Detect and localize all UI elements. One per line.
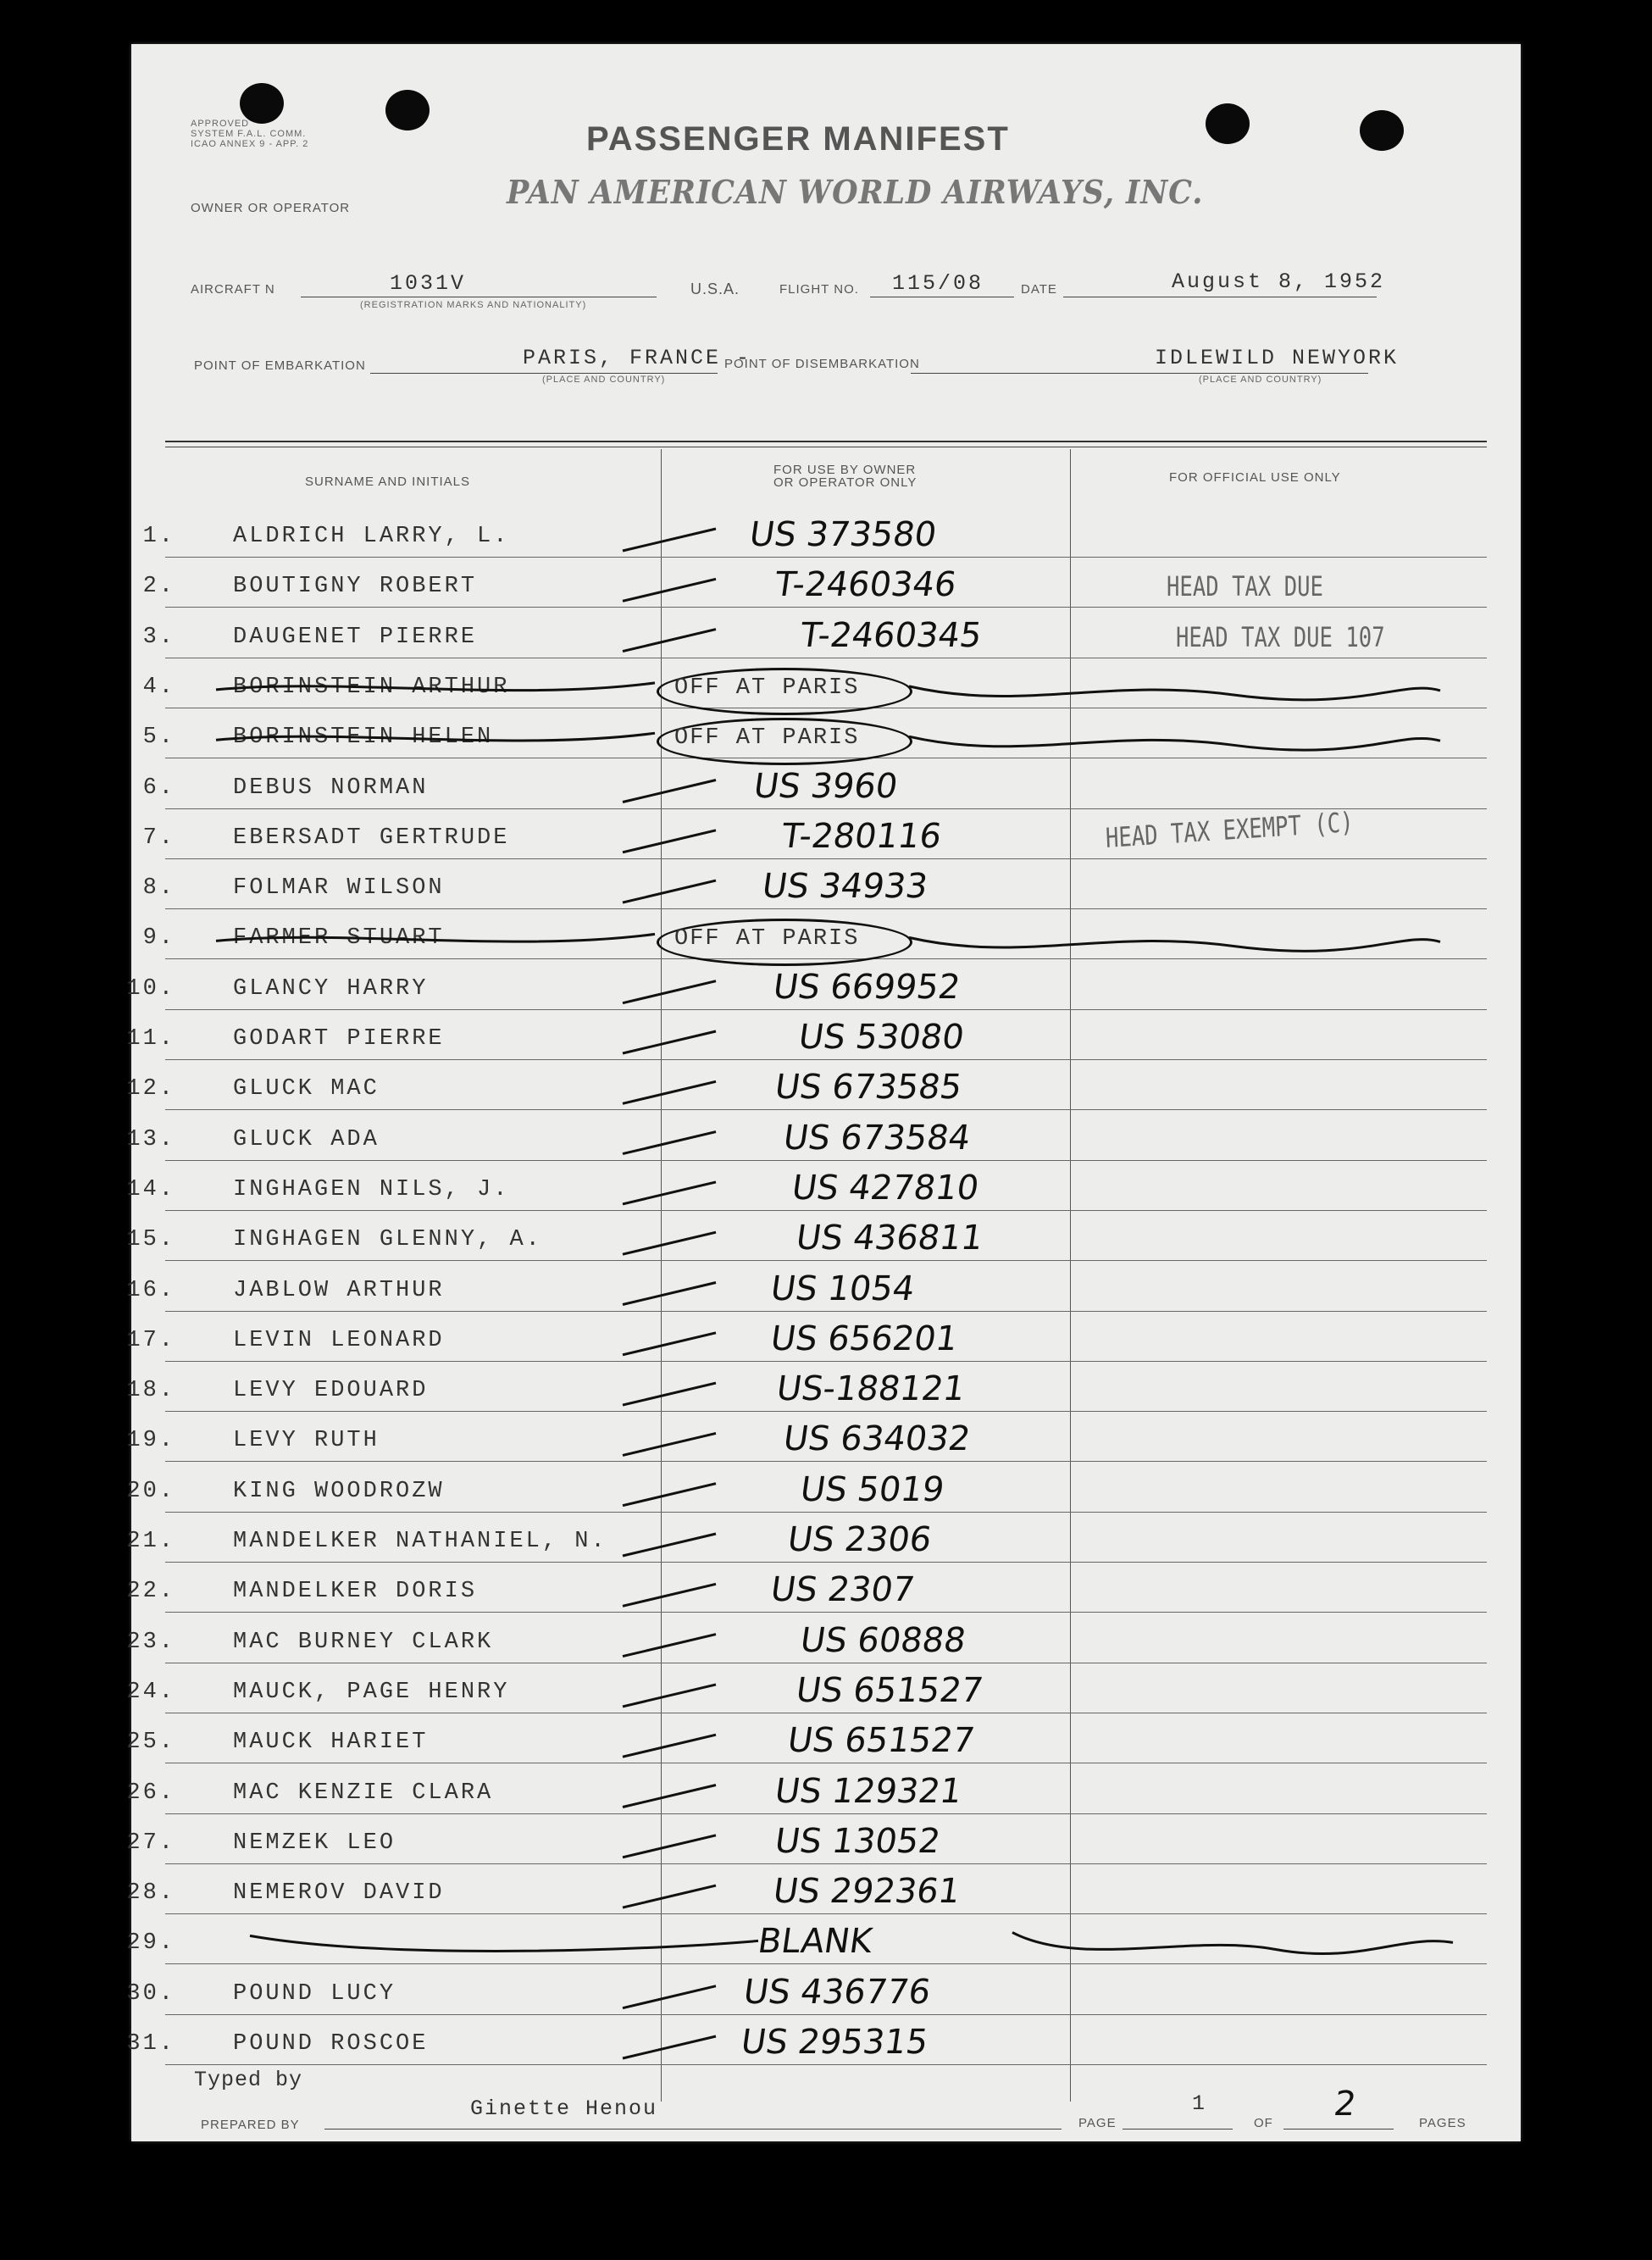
- prepared-by-value: Ginette Henou: [470, 2096, 658, 2121]
- row-number: 24.: [126, 1679, 175, 1705]
- aircraft-label: AIRCRAFT N: [191, 282, 275, 297]
- disembarkation-sublabel: (PLACE AND COUNTRY): [1199, 375, 1322, 385]
- check-mark: [623, 529, 716, 551]
- prepared-by-label: PREPARED BY: [201, 2118, 300, 2132]
- row-number: 17.: [126, 1327, 175, 1353]
- passenger-name: GODART PIERRE: [233, 1026, 445, 1052]
- manifest-sheet: [126, 44, 1521, 2141]
- check-mark: [623, 780, 716, 802]
- check-mark: [623, 1081, 716, 1103]
- row-number: 10.: [126, 975, 175, 1002]
- row-number: 29.: [126, 1930, 175, 1957]
- approval-line: SYSTEM F.A.L. COMM.: [191, 129, 307, 139]
- name-strike-line: [216, 934, 655, 941]
- document-number: US 53080: [796, 1018, 967, 1057]
- document-number: BLANK: [755, 1922, 875, 1962]
- row-number: 19.: [126, 1428, 175, 1454]
- row-strike-line: [909, 736, 1440, 750]
- passenger-name: MANDELKER DORIS: [233, 1579, 478, 1605]
- column-header-owner: FOR USE BY OWNER: [773, 463, 917, 477]
- document-number: US 34933: [759, 867, 930, 907]
- document-number: US 295315: [738, 2023, 931, 2062]
- document-number: US 60888: [797, 1620, 968, 1660]
- passenger-name: BORINSTEIN ARTHUR: [233, 674, 510, 700]
- document-number: T-2460345: [797, 615, 984, 655]
- passenger-name: BOUTIGNY ROBERT: [233, 574, 478, 600]
- typed-by-label: Typed by: [194, 2068, 303, 2092]
- check-mark: [623, 1283, 716, 1305]
- row-number: 28.: [126, 1880, 175, 1907]
- embarkation-value: PARIS, FRANCE -: [523, 346, 752, 370]
- date-label: DATE: [1021, 282, 1057, 297]
- pages-total-value: 2: [1331, 2085, 1359, 2124]
- embarkation-sublabel: (PLACE AND COUNTRY): [542, 375, 666, 385]
- row-number: 5.: [142, 725, 175, 751]
- check-mark: [623, 1182, 716, 1204]
- document-number: T-280116: [779, 816, 945, 856]
- document-number: US-188121: [773, 1369, 968, 1409]
- column-header-names: SURNAME AND INITIALS: [305, 475, 471, 489]
- passenger-name: NEMZEK LEO: [233, 1830, 396, 1856]
- check-mark: [623, 1433, 716, 1455]
- blank-row-strike: [250, 1932, 1453, 1953]
- document-number: US 436776: [740, 1972, 934, 2012]
- prepared-by-line: [324, 2129, 1062, 2130]
- check-mark: [623, 1685, 716, 1707]
- document-number: US 427810: [789, 1168, 982, 1208]
- check-mark: [623, 2036, 716, 2058]
- passenger-name: INGHAGEN NILS, J.: [233, 1176, 510, 1202]
- document-number: US 5019: [797, 1469, 947, 1509]
- document-number: US 3960: [751, 766, 901, 806]
- row-number: 30.: [126, 1980, 175, 2007]
- passenger-name: GLUCK ADA: [233, 1126, 380, 1152]
- passenger-name: MAUCK, PAGE HENRY: [233, 1679, 510, 1705]
- row-number: 14.: [126, 1176, 175, 1202]
- row-number: 23.: [126, 1629, 175, 1655]
- row-number: 31.: [126, 2031, 175, 2057]
- approval-line: ICAO ANNEX 9 - APP. 2: [191, 139, 309, 149]
- document-number: US 13052: [772, 1821, 943, 1861]
- document-number: US 292361: [770, 1872, 963, 1912]
- row-number: 2.: [142, 574, 175, 600]
- name-strike-line: [216, 733, 655, 741]
- passenger-name: LEVY RUTH: [233, 1428, 380, 1454]
- row-number: 22.: [126, 1579, 175, 1605]
- page-value: 1: [1192, 2091, 1208, 2116]
- airline-name: PAN AMERICAN WORLD AIRWAYS, INC.: [507, 173, 1204, 211]
- row-strike-line: [909, 937, 1440, 951]
- document-number: US 373580: [746, 515, 940, 554]
- passenger-name: DEBUS NORMAN: [233, 775, 429, 801]
- row-number: 9.: [142, 925, 175, 952]
- check-mark: [623, 1635, 716, 1657]
- passenger-name: BORINSTEIN HELEN: [233, 725, 494, 751]
- row-number: 26.: [126, 1780, 175, 1806]
- document-number: US 129321: [772, 1771, 965, 1811]
- passenger-name: GLANCY HARRY: [233, 975, 429, 1002]
- row-number: 25.: [126, 1730, 175, 1756]
- aircraft-value: 1031V: [390, 271, 467, 296]
- passenger-name: EBERSADT GERTRUDE: [233, 825, 510, 851]
- flight-value: 115/08: [892, 271, 984, 296]
- row-number: 8.: [142, 875, 175, 902]
- row-number: 11.: [126, 1026, 175, 1052]
- check-mark: [623, 1484, 716, 1506]
- document-number: US 436811: [793, 1219, 986, 1258]
- off-at-paris-text: OFF AT PARIS: [674, 725, 860, 752]
- check-mark: [623, 630, 716, 652]
- disembarkation-label: POINT OF DISEMBARKATION: [724, 357, 920, 371]
- row-number: 16.: [126, 1277, 175, 1303]
- column-header-owner: OR OPERATOR ONLY: [773, 475, 917, 490]
- check-mark: [623, 1333, 716, 1355]
- passenger-name: MAC BURNEY CLARK: [233, 1629, 494, 1655]
- passenger-name: FARMER STUART: [233, 925, 445, 952]
- check-mark: [623, 579, 716, 601]
- of-label: OF: [1254, 2116, 1273, 2130]
- check-mark: [623, 880, 716, 902]
- passenger-name: ALDRICH LARRY, L.: [233, 524, 510, 549]
- page-line: [1123, 2129, 1233, 2130]
- document-number: US 669952: [770, 967, 963, 1007]
- check-mark: [623, 1785, 716, 1807]
- document-number: T-2460346: [772, 565, 959, 605]
- check-mark: [623, 981, 716, 1003]
- official-stamp: HEAD TAX EXEMPT (C): [1105, 805, 1355, 854]
- passenger-name: NEMEROV DAVID: [233, 1880, 445, 1907]
- document-number: US 2307: [768, 1570, 917, 1610]
- check-mark: [623, 1986, 716, 2008]
- row-number: 21.: [126, 1529, 175, 1554]
- check-mark: [623, 1885, 716, 1907]
- row-number: 15.: [126, 1227, 175, 1253]
- row-number: 13.: [126, 1126, 175, 1152]
- form-title: PASSENGER MANIFEST: [586, 120, 1010, 158]
- passenger-name: FOLMAR WILSON: [233, 875, 445, 902]
- document-number: US 651527: [793, 1670, 986, 1710]
- column-header-official: FOR OFFICIAL USE ONLY: [1169, 470, 1341, 485]
- pages-label: PAGES: [1419, 2116, 1466, 2130]
- check-mark: [623, 1584, 716, 1606]
- document-number: US 2306: [784, 1520, 934, 1559]
- row-number: 7.: [142, 825, 175, 851]
- check-mark: [623, 1132, 716, 1154]
- passenger-name: INGHAGEN GLENNY, A.: [233, 1227, 542, 1253]
- passenger-name: LEVIN LEONARD: [233, 1327, 445, 1353]
- passenger-name: MANDELKER NATHANIEL, N.: [233, 1529, 607, 1554]
- check-mark: [623, 1735, 716, 1757]
- row-strike-line: [909, 686, 1440, 700]
- check-mark: [623, 1031, 716, 1053]
- row-number: 3.: [142, 624, 175, 650]
- check-mark: [623, 1383, 716, 1405]
- owner-label: OWNER OR OPERATOR: [191, 201, 351, 215]
- approval-line: APPROVED: [191, 119, 250, 129]
- off-at-paris-text: OFF AT PARIS: [674, 675, 860, 701]
- passenger-name: POUND LUCY: [233, 1980, 396, 2007]
- official-stamp: HEAD TAX DUE: [1167, 570, 1323, 603]
- row-number: 27.: [126, 1830, 175, 1856]
- document-number: US 673584: [780, 1118, 973, 1158]
- row-number: 1.: [142, 524, 175, 549]
- passenger-name: MAUCK HARIET: [233, 1730, 429, 1756]
- row-number: 20.: [126, 1478, 175, 1504]
- document-number: US 1054: [768, 1269, 917, 1308]
- check-mark: [623, 1232, 716, 1254]
- document-number: US 651527: [784, 1721, 978, 1761]
- check-mark: [623, 830, 716, 852]
- page-label: PAGE: [1078, 2116, 1117, 2130]
- passenger-name: KING WOODROZW: [233, 1478, 445, 1504]
- disembarkation-value: IDLEWILD NEWYORK: [1155, 346, 1400, 370]
- passenger-name: GLUCK MAC: [233, 1076, 380, 1102]
- name-strike-line: [216, 683, 655, 691]
- row-number: 18.: [126, 1378, 175, 1404]
- pen-marks: [131, 44, 1521, 2141]
- passenger-name: LEVY EDOUARD: [233, 1378, 429, 1404]
- off-at-paris-text: OFF AT PARIS: [674, 926, 860, 952]
- of-line: [1283, 2129, 1394, 2130]
- aircraft-sublabel: (REGISTRATION MARKS AND NATIONALITY): [360, 300, 587, 310]
- row-number: 12.: [126, 1076, 175, 1102]
- passenger-name: DAUGENET PIERRE: [233, 624, 478, 650]
- date-value: August 8, 1952: [1172, 269, 1386, 294]
- check-mark: [623, 1534, 716, 1556]
- embarkation-label: POINT OF EMBARKATION: [194, 358, 366, 373]
- row-number: 4.: [142, 674, 175, 700]
- flight-label: FLIGHT NO.: [779, 282, 859, 297]
- row-number: 6.: [142, 775, 175, 801]
- nationality: U.S.A.: [690, 280, 740, 297]
- official-stamp: HEAD TAX DUE 107: [1176, 620, 1385, 653]
- document-number: US 634032: [780, 1419, 973, 1459]
- passenger-name: POUND ROSCOE: [233, 2031, 429, 2057]
- document-number: US 673585: [772, 1068, 965, 1108]
- document-number: US 656201: [768, 1319, 961, 1358]
- check-mark: [623, 1835, 716, 1857]
- passenger-name: MAC KENZIE CLARA: [233, 1780, 494, 1806]
- passenger-name: JABLOW ARTHUR: [233, 1277, 445, 1303]
